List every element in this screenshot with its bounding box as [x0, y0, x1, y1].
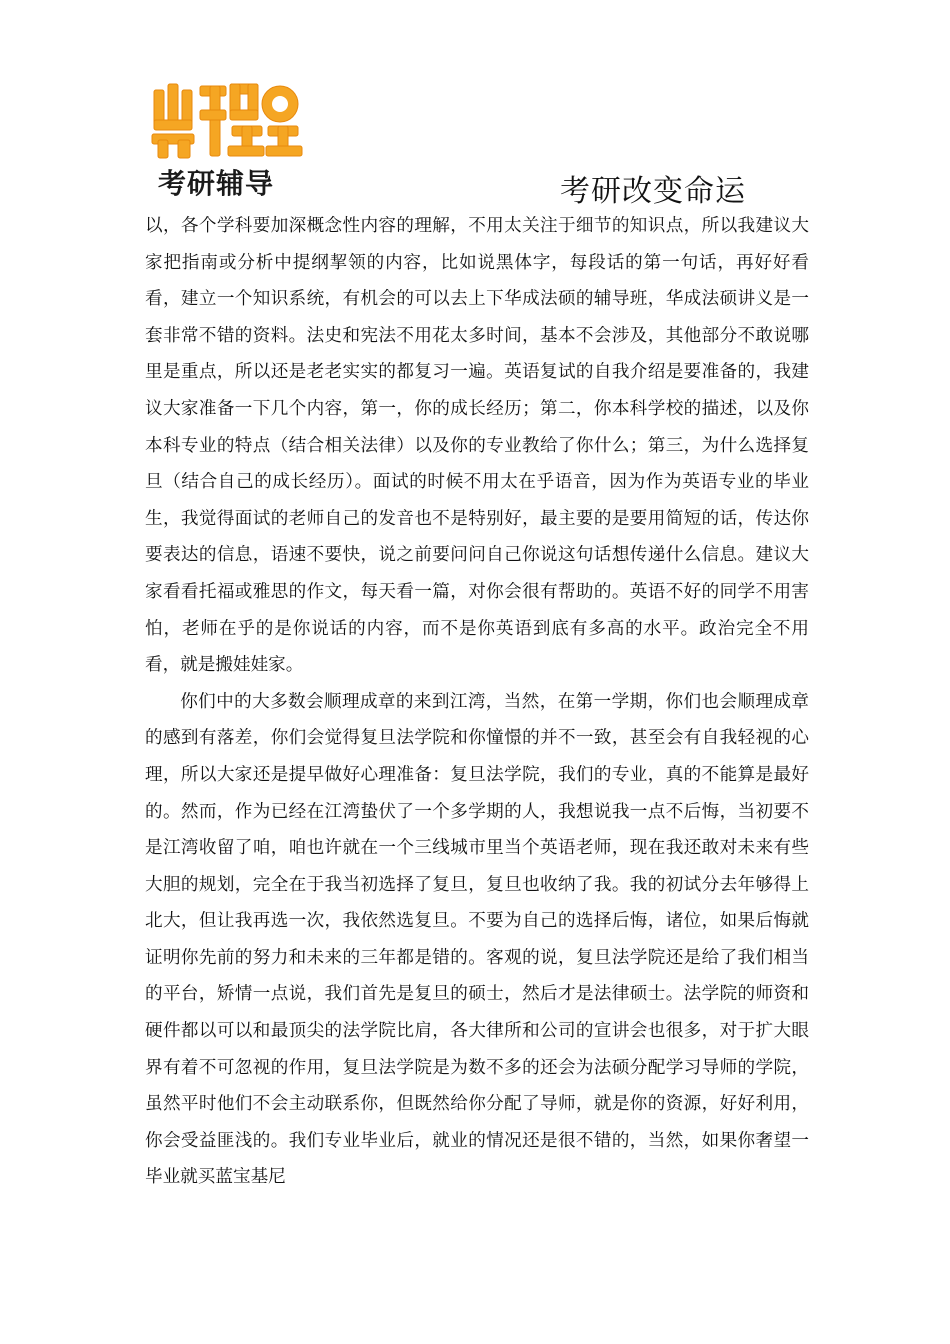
document-body	[145, 208, 809, 1196]
paragraph: 你们中的大多数会顺理成章的来到江湾，当然，在第一学期，你们也会顺理成章的感到有落差，你们会觉得复旦法学院和你憧憬的并不一致，甚至会有自我轻视的心理，所以大家还是提早做好心理准备：复旦法学院，我们的专业，真的不能算是最好的。然而，作为已经在江湾蛰伏了一个多学期的人，我想说我一点不后悔，当初要不是江湾收留了咱，咱也许就在一个三线城市里当个英语老师，现在我还敢对未来有些大胆的规划，完全在于我当初选择了复旦，复旦也收纳了我。我的初试分去年够得上北大，但让我再选一次，我依然选复旦。不要为自己的选择后悔，诸位，如果后悔就证明你先前的努力和未来的三年都是错的。客观的说，复旦法学院还是给了我们相当的平台，矫情一点说，我们首先是复旦的硕士，然后才是法律硕士。法学院的师资和硬件都以可以和最顶尖的法学院比肩，各大律所和公司的宣讲会也很多，对于扩大眼界有着不可忽视的作用，复旦法学院是为数不多的还会为法硕分配学习导师的学院，虽然平时他们不会主动联系你，但既然给你分配了导师，就是你的资源，好好利用，你会受益匪浅的。我们专业毕业后，就业的情况还是很不错的，当然，如果你奢望一毕业就买蓝宝基尼	[145, 691, 809, 1188]
logo-text: 考研辅导	[158, 167, 275, 200]
kaicheng-logo-icon	[148, 80, 308, 160]
header-slogan: 考研改变命运	[560, 174, 746, 209]
page-header	[0, 0, 950, 210]
logo	[148, 80, 308, 200]
paragraph: 以，各个学科要加深概念性内容的理解，不用太关注于细节的知识点，所以我建议大家把指南或分析中提纲挈领的内容，比如说黑体字，每段话的第一句话，再好好看看，建立一个知识系统，有机会的可以去上下华成法硕的辅导班，华成法硕讲义是一套非常不错的资料。法史和宪法不用花太多时间，基本不会涉及，其他部分不敢说哪里是重点，所以还是老老实实的都复习一遍。英语复试的自我介绍是要准备的，我建议大家准备一下几个内容，第一，你的成长经历；第二，你本科学校的描述，以及你本科专业的特点（结合相关法律）以及你的专业教给了你什么；第三，为什么选择复旦（结合自己的成长经历）。面试的时候不用太在乎语音，因为作为英语专业的毕业生，我觉得面试的老师自己的发音也不是特别好，最主要的是要用简短的话，传达你要表达的信息，语速不要快，说之前要问问自己你说这句话想传递什么信息。建议大家看看托福或雅思的作文，每天看一篇，对你会很有帮助的。英语不好的同学不用害怕，老师在乎的是你说话的内容，而不是你英语到底有多高的水平。政治完全不用看，就是搬娃娃家。	[145, 216, 809, 676]
